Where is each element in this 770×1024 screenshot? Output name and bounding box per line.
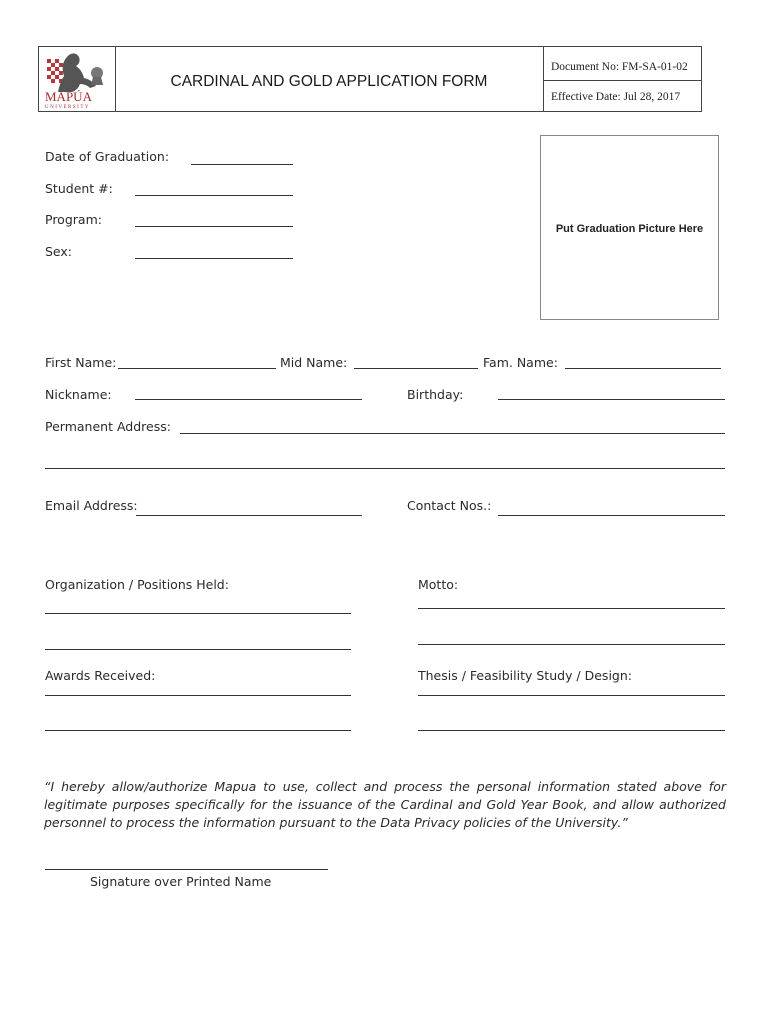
program-input[interactable] [135,226,293,227]
student-no-label: Student #: [45,181,113,196]
graduation-photo-box[interactable] [540,135,719,320]
sex-input[interactable] [135,258,293,259]
document-number: Document No: FM-SA-01-02 [551,61,688,73]
title-cell [115,47,544,111]
date-of-graduation-label: Date of Graduation: [45,149,170,164]
thesis-input-2[interactable] [418,730,725,731]
program-label: Program: [45,212,102,227]
nickname-label: Nickname: [45,387,112,402]
motto-label: Motto: [418,577,459,592]
contact-nos-label: Contact Nos.: [407,498,492,513]
thesis-input-1[interactable] [418,695,725,696]
permanent-address-input-2[interactable] [45,468,725,469]
fam-name-label: Fam. Name: [483,355,558,370]
data-privacy-consent: “I hereby allow/authorize Mapua to use, collect and process the personal information stated above for legitimate purposes specifically for the issuance of the Cardinal and Gold Year Book, and allow authorized personnel to process the information pursuant to the Data Privacy policies of the University.” [44,779,726,830]
mapua-logo [39,47,113,111]
motto-input-2[interactable] [418,644,725,645]
logo-wordmark: MAPÚA [45,89,92,104]
awards-input-2[interactable] [45,730,351,731]
organization-input-2[interactable] [45,649,351,650]
logo-cell [39,47,116,111]
svg-text:UNIVERSITY: UNIVERSITY [45,105,90,110]
permanent-address-input-1[interactable] [180,433,725,434]
student-no-input[interactable] [135,195,293,196]
contact-nos-input[interactable] [498,515,725,516]
permanent-address-label: Permanent Address: [45,419,171,434]
awards-label: Awards Received: [45,668,156,683]
signature-label: Signature over Printed Name [90,874,272,889]
sex-label: Sex: [45,244,73,259]
organization-label: Organization / Positions Held: [45,577,229,592]
form-header [38,46,702,112]
first-name-input[interactable] [118,368,276,369]
birthday-input[interactable] [498,399,725,400]
mid-name-input[interactable] [354,368,478,369]
motto-input-1[interactable] [418,608,725,609]
thesis-label: Thesis / Feasibility Study / Design: [418,668,632,683]
photo-label: Put Graduation Picture Here [555,223,704,235]
organization-input-1[interactable] [45,613,351,614]
email-address-input[interactable] [136,515,362,516]
awards-input-1[interactable] [45,695,351,696]
date-of-graduation-input[interactable] [191,164,293,165]
nickname-input[interactable] [135,399,362,400]
email-address-label: Email Address: [45,498,138,513]
first-name-label: First Name: [45,355,117,370]
effective-date: Effective Date: Jul 28, 2017 [551,91,681,103]
document-divider [543,80,701,81]
signature-input[interactable] [45,869,328,870]
birthday-label: Birthday: [407,387,464,402]
document-info-cell [543,47,701,111]
fam-name-input[interactable] [565,368,721,369]
mid-name-label: Mid Name: [280,355,348,370]
form-title: CARDINAL AND GOLD APPLICATION FORM [170,73,488,90]
